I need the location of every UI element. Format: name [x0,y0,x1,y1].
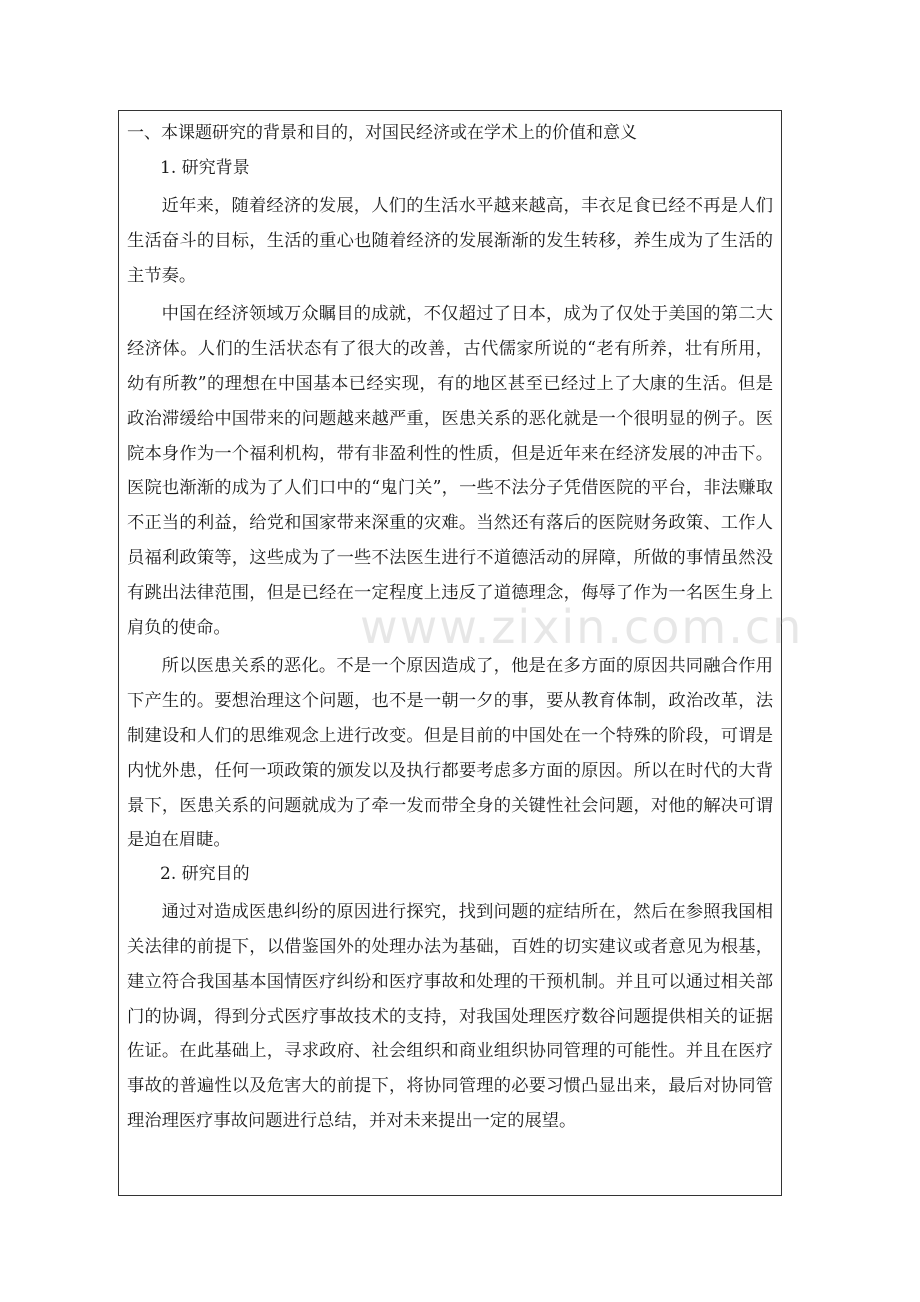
subsection-title-purpose: 2. 研究目的 [160,864,250,885]
background-paragraph-1: 近年来，随着经济的发展，人们的生活水平越来越高，丰衣足食已经不再是人们生活奋斗的目标，生活的重心也随着经济的发展渐渐的发生转移，养生成为了生活的主节奏。 [127,196,773,286]
background-paragraph-3: 所以医患关系的恶化。不是一个原因造成了，他是在多方面的原因共同融合作用下产生的。要想治理这个问题，也不是一朝一夕的事，要从教育体制，政治改革，法制建设和人们的思维观念上进行改变。但是目前的中国处在一个特殊的阶段，可谓是内忧外患，任何一项政策的颁发以及执行都要考虑多方面的原因。所以在时代的大背景下，医患关系的问题就成为了牵一发而带全身的关键性社会问题，对他的解决可谓是迫在眉睫。 [127,656,773,851]
background-paragraph-2: 中国在经济领域万众瞩目的成就，不仅超过了日本，成为了仅处于美国的第二大经济体。人们的生活状态有了很大的改善，古代儒家所说的“老有所养，壮有所用，幼有所教”的理想在中国基本已经实现，有的地区甚至已经过上了大康的生活。但是政治滞缓给中国带来的问题越来越严重，医患关系的恶化就是一个很明显的例子。医院本身作为一个福利机构，带有非盈利性的性质，但是近年来在经济发展的冲击下。医院也渐渐的成为了人们口中的“鬼门关”，一些不法分子凭借医院的平台，非法赚取不正当的利益，给党和国家带来深重的灾难。当然还有落后的医院财务政策、工作人员福利政策等，这些成为了一些不法医生进行不道德活动的屏障，所做的事情虽然没有跳出法律范围，但是已经在一定程度上违反了道德理念，侮辱了作为一名医生身上肩负的使命。 [127,304,773,638]
purpose-paragraph-1: 通过对造成医患纠纷的原因进行探究，找到问题的症结所在，然后在参照我国相关法律的前提下，以借鉴国外的处理办法为基础，百姓的切实建议或者意见为根基，建立符合我国基本国情医疗纠纷和医疗事故和处理的干预机制。并且可以通过相关部门的协调，得到分式医疗事故技术的支持，对我国处理医疗数谷问题提供相关的证据佐证。在此基础上，寻求政府、社会组织和商业组织协同管理的可能性。并且在医疗事故的普遍性以及危害大的前提下，将协同管理的必要习惯凸显出来，最后对协同管理治理医疗事故问题进行总结，并对未来提出一定的展望。 [127,902,773,1131]
subsection-title-background: 1. 研究背景 [160,158,250,178]
section-heading: 一、本课题研究的背景和目的，对国民经济或在学术上的价值和意义 [127,123,637,143]
watermark: www.zixin.com.cn [360,600,804,654]
document-frame [118,110,782,1196]
